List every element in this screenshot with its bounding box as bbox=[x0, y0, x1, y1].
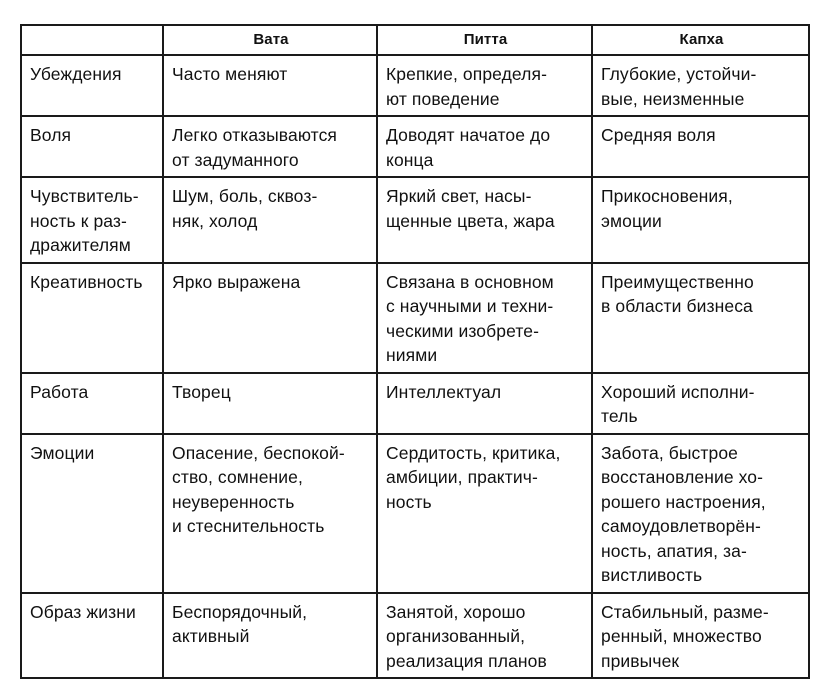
table-row bbox=[21, 177, 809, 263]
cell-pitta: Крепкие, определя- ют поведение bbox=[377, 55, 592, 116]
dosha-comparison-table bbox=[20, 24, 810, 679]
cell-pitta: Яркий свет, насы- щенные цвета, жара bbox=[377, 177, 592, 263]
table-row bbox=[21, 263, 809, 373]
cell-kapha: Средняя воля bbox=[592, 116, 809, 177]
cell-pitta: Доводят начатое до конца bbox=[377, 116, 592, 177]
cell-kapha: Прикосновения, эмоции bbox=[592, 177, 809, 263]
row-label: Эмоции bbox=[21, 434, 163, 593]
cell-vata: Творец bbox=[163, 373, 377, 434]
row-label: Работа bbox=[21, 373, 163, 434]
table-row bbox=[21, 373, 809, 434]
row-label: Образ жизни bbox=[21, 593, 163, 679]
cell-kapha: Забота, быстрое восстановление хо- рошего настроения, самоудовлетворён- ность, апатия, за- вистливость bbox=[592, 434, 809, 593]
row-label: Креативность bbox=[21, 263, 163, 373]
row-label: Чувствитель- ность к раз- дражителям bbox=[21, 177, 163, 263]
cell-kapha: Преимущественно в области бизнеса bbox=[592, 263, 809, 373]
header-kapha: Капха bbox=[592, 25, 809, 55]
cell-kapha: Глубокие, устойчи- вые, неизменные bbox=[592, 55, 809, 116]
table-row bbox=[21, 593, 809, 679]
cell-vata: Шум, боль, сквоз- няк, холод bbox=[163, 177, 377, 263]
cell-pitta: Интеллектуал bbox=[377, 373, 592, 434]
table-header-row bbox=[21, 25, 809, 55]
header-vata: Вата bbox=[163, 25, 377, 55]
cell-kapha: Стабильный, разме- ренный, множество привычек bbox=[592, 593, 809, 679]
cell-pitta: Сердитость, критика, амбиции, практич- ность bbox=[377, 434, 592, 593]
cell-vata: Опасение, беспокой- ство, сомнение, неуверенность и стеснительность bbox=[163, 434, 377, 593]
cell-kapha: Хороший исполни- тель bbox=[592, 373, 809, 434]
cell-vata: Часто меняют bbox=[163, 55, 377, 116]
cell-vata: Беспорядочный, активный bbox=[163, 593, 377, 679]
row-label: Убеждения bbox=[21, 55, 163, 116]
cell-vata: Ярко выражена bbox=[163, 263, 377, 373]
cell-pitta: Связана в основном с научными и техни- ческими изобрете- ниями bbox=[377, 263, 592, 373]
cell-pitta: Занятой, хорошо организованный, реализация планов bbox=[377, 593, 592, 679]
table-row bbox=[21, 116, 809, 177]
cell-vata: Легко отказываются от задуманного bbox=[163, 116, 377, 177]
header-corner-cell bbox=[21, 25, 163, 55]
row-label: Воля bbox=[21, 116, 163, 177]
header-pitta: Питта bbox=[377, 25, 592, 55]
table-row bbox=[21, 55, 809, 116]
table-row bbox=[21, 434, 809, 593]
